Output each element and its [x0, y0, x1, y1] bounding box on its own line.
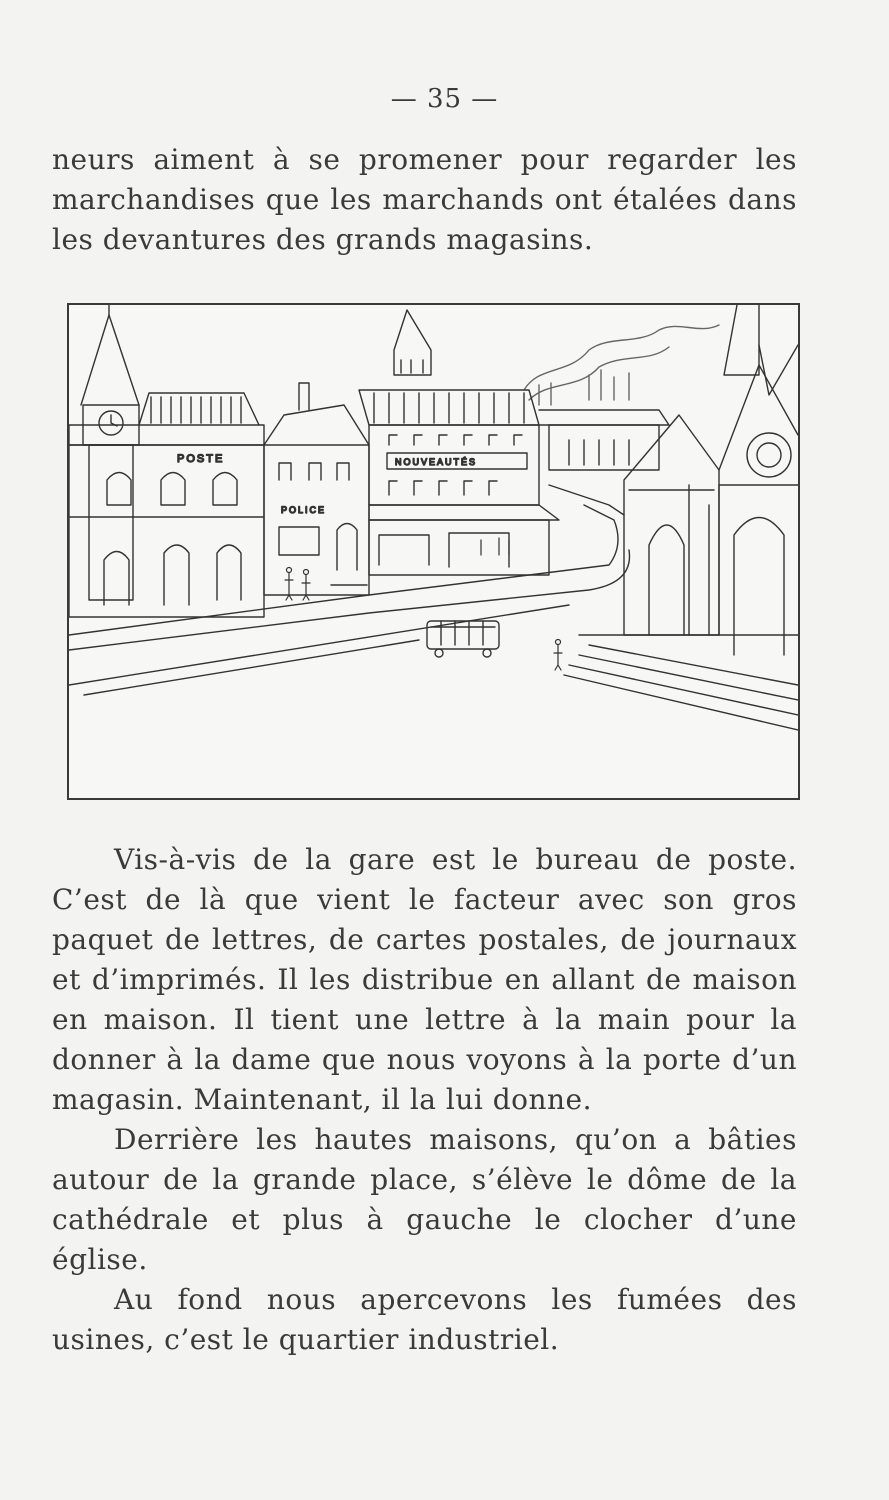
paragraph-factories: Au fond nous apercevons les fumées des usines, c’est le quartier industriel.: [52, 1283, 797, 1356]
sign-nouveautes: NOUVEAUTÉS: [395, 457, 478, 467]
factory-smoke: [524, 325, 719, 405]
pedestrians: [285, 538, 562, 670]
page-number: — 35 —: [390, 84, 499, 114]
sign-police: POLICE: [281, 505, 327, 515]
police-building: [264, 383, 369, 595]
street: [69, 505, 630, 695]
paragraph-continuation: neurs aiment à se promener pour regarder les marchandises que les marchands ont étalées dans les devantures des grands magasins.: [52, 143, 797, 256]
background-buildings: [539, 410, 669, 515]
paragraph-post-office: Vis-à-vis de la gare est le bureau de poste. C’est de là que vient le facteur avec son gros paquet de lettres, de cartes postales, de journaux et d’imprimés. Il les distribue en allant de maison en maison. Il tient une lettre à la main pour la donner à la dame que nous voyons à la porte d’un magasin. Maintenant, il la lui donne.: [52, 843, 797, 1116]
post-office-building: [69, 393, 264, 617]
bottom-text-block: [52, 840, 797, 1360]
top-paragraph-block: [52, 140, 797, 260]
tram: [427, 621, 499, 657]
cathedral: [564, 305, 798, 730]
sign-poste: POSTE: [177, 453, 225, 465]
town-square-illustration: [67, 303, 800, 800]
illustration-drawing: [69, 305, 798, 798]
department-store: [359, 310, 559, 575]
paragraph-cathedral: Derrière les hautes maisons, qu’on a bâties autour de la grande place, s’élève le dôme de la cathédrale et plus à gauche le clocher d’une église.: [52, 1123, 797, 1276]
church-tower: [81, 305, 139, 600]
